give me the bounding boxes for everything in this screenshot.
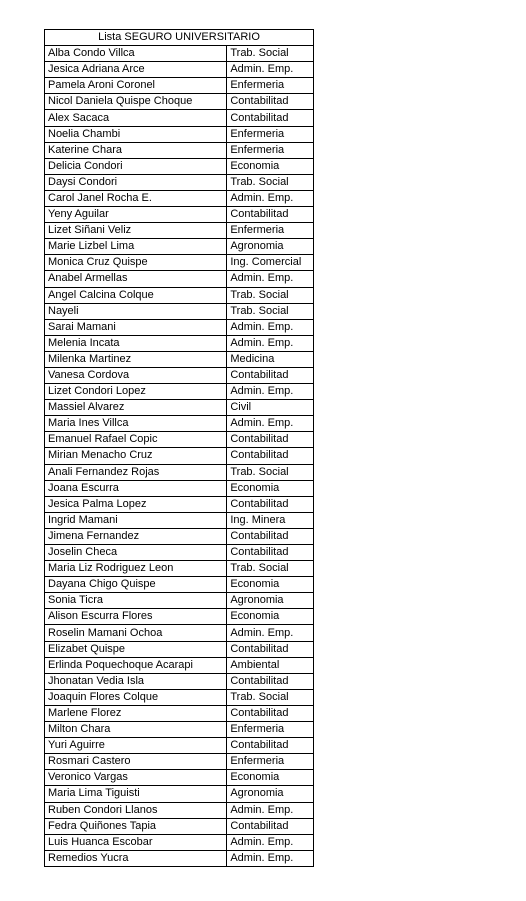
table-row — [45, 561, 314, 577]
student-name-cell: Vanesa Cordova — [45, 367, 227, 383]
student-name-cell: Nayeli — [45, 303, 227, 319]
department-cell: Agronomia — [227, 593, 314, 609]
table-body — [45, 46, 314, 867]
department-cell: Admin. Emp. — [227, 190, 314, 206]
student-name-cell: Veronico Vargas — [45, 770, 227, 786]
table-row — [45, 432, 314, 448]
table-row — [45, 94, 314, 110]
department-cell: Enfermeria — [227, 142, 314, 158]
department-cell: Agronomia — [227, 239, 314, 255]
student-name-cell: Jesica Palma Lopez — [45, 496, 227, 512]
department-cell: Admin. Emp. — [227, 416, 314, 432]
department-cell: Enfermeria — [227, 722, 314, 738]
student-name-cell: Maria Lima Tiguisti — [45, 786, 227, 802]
student-name-cell: Emanuel Rafael Copic — [45, 432, 227, 448]
student-name-cell: Fedra Quiñones Tapia — [45, 818, 227, 834]
table-row — [45, 416, 314, 432]
table-row — [45, 786, 314, 802]
department-cell: Admin. Emp. — [227, 384, 314, 400]
department-cell: Admin. Emp. — [227, 625, 314, 641]
table-row — [45, 802, 314, 818]
student-name-cell: Erlinda Poquechoque Acarapi — [45, 657, 227, 673]
student-name-cell: Ruben Condori Llanos — [45, 802, 227, 818]
table-row — [45, 271, 314, 287]
table-row — [45, 319, 314, 335]
student-name-cell: Carol Janel Rocha E. — [45, 190, 227, 206]
department-cell: Trab. Social — [227, 561, 314, 577]
table-row — [45, 110, 314, 126]
department-cell: Contabilitad — [227, 818, 314, 834]
department-cell: Contabilitad — [227, 705, 314, 721]
table-row — [45, 287, 314, 303]
table-row — [45, 142, 314, 158]
student-name-cell: Remedios Yucra — [45, 850, 227, 866]
table-row — [45, 367, 314, 383]
student-name-cell: Noelia Chambi — [45, 126, 227, 142]
student-name-cell: Delicia Condori — [45, 158, 227, 174]
table-row — [45, 528, 314, 544]
department-cell: Admin. Emp. — [227, 271, 314, 287]
table-row — [45, 448, 314, 464]
department-cell: Ing. Comercial — [227, 255, 314, 271]
table-row — [45, 705, 314, 721]
student-name-cell: Katerine Chara — [45, 142, 227, 158]
table-row — [45, 239, 314, 255]
student-list-table — [44, 29, 314, 867]
student-name-cell: Monica Cruz Quispe — [45, 255, 227, 271]
student-name-cell: Mirian Menacho Cruz — [45, 448, 227, 464]
student-name-cell: Dayana Chigo Quispe — [45, 577, 227, 593]
table-title: Lista SEGURO UNIVERSITARIO — [45, 30, 314, 46]
table-row — [45, 625, 314, 641]
student-name-cell: Sonia Ticra — [45, 593, 227, 609]
table-row — [45, 335, 314, 351]
student-name-cell: Marie Lizbel Lima — [45, 239, 227, 255]
department-cell: Admin. Emp. — [227, 834, 314, 850]
student-name-cell: Nicol Daniela Quispe Choque — [45, 94, 227, 110]
table-row — [45, 303, 314, 319]
table-row — [45, 190, 314, 206]
table-row — [45, 46, 314, 62]
table-row — [45, 593, 314, 609]
department-cell: Admin. Emp. — [227, 62, 314, 78]
student-name-cell: Luis Huanca Escobar — [45, 834, 227, 850]
department-cell: Enfermeria — [227, 223, 314, 239]
student-name-cell: Anabel Armellas — [45, 271, 227, 287]
department-cell: Economia — [227, 577, 314, 593]
department-cell: Trab. Social — [227, 303, 314, 319]
table-row — [45, 496, 314, 512]
student-name-cell: Daysi Condori — [45, 174, 227, 190]
student-name-cell: Melenia Incata — [45, 335, 227, 351]
student-name-cell: Lizet Condori Lopez — [45, 384, 227, 400]
student-name-cell: Jhonatan Vedia Isla — [45, 673, 227, 689]
table-row — [45, 78, 314, 94]
table-row — [45, 641, 314, 657]
table-row — [45, 818, 314, 834]
department-cell: Trab. Social — [227, 287, 314, 303]
student-name-cell: Ingrid Mamani — [45, 512, 227, 528]
department-cell: Contabilitad — [227, 673, 314, 689]
department-cell: Admin. Emp. — [227, 319, 314, 335]
student-name-cell: Marlene Florez — [45, 705, 227, 721]
department-cell: Contabilitad — [227, 496, 314, 512]
student-name-cell: Milton Chara — [45, 722, 227, 738]
table-row — [45, 512, 314, 528]
department-cell: Trab. Social — [227, 464, 314, 480]
table-row — [45, 174, 314, 190]
table-row — [45, 255, 314, 271]
student-name-cell: Yuri Aguirre — [45, 738, 227, 754]
table-title-row — [45, 30, 314, 46]
student-name-cell: Yeny Aguilar — [45, 207, 227, 223]
table-row — [45, 738, 314, 754]
department-cell: Contabilitad — [227, 528, 314, 544]
department-cell: Ing. Minera — [227, 512, 314, 528]
student-name-cell: Joaquin Flores Colque — [45, 689, 227, 705]
department-cell: Contabilitad — [227, 432, 314, 448]
student-name-cell: Lizet Siñani Veliz — [45, 223, 227, 239]
department-cell: Contabilitad — [227, 110, 314, 126]
student-name-cell: Rosmari Castero — [45, 754, 227, 770]
department-cell: Contabilitad — [227, 207, 314, 223]
table-row — [45, 609, 314, 625]
table-row — [45, 62, 314, 78]
table-row — [45, 351, 314, 367]
table-row — [45, 834, 314, 850]
department-cell: Contabilitad — [227, 94, 314, 110]
department-cell: Economia — [227, 770, 314, 786]
student-name-cell: Elizabet Quispe — [45, 641, 227, 657]
student-name-cell: Jimena Fernandez — [45, 528, 227, 544]
student-name-cell: Maria Ines Villca — [45, 416, 227, 432]
student-name-cell: Milenka Martinez — [45, 351, 227, 367]
student-name-cell: Massiel Alvarez — [45, 400, 227, 416]
department-cell: Contabilitad — [227, 367, 314, 383]
student-name-cell: Jesica Adriana Arce — [45, 62, 227, 78]
student-name-cell: Roselin Mamani Ochoa — [45, 625, 227, 641]
department-cell: Civil — [227, 400, 314, 416]
table-row — [45, 480, 314, 496]
table-row — [45, 770, 314, 786]
department-cell: Admin. Emp. — [227, 850, 314, 866]
department-cell: Economia — [227, 609, 314, 625]
department-cell: Trab. Social — [227, 689, 314, 705]
department-cell: Enfermeria — [227, 126, 314, 142]
student-name-cell: Alba Condo Villca — [45, 46, 227, 62]
table-row — [45, 657, 314, 673]
student-name-cell: Joana Escurra — [45, 480, 227, 496]
student-name-cell: Angel Calcina Colque — [45, 287, 227, 303]
department-cell: Trab. Social — [227, 46, 314, 62]
table-row — [45, 577, 314, 593]
table-row — [45, 673, 314, 689]
department-cell: Admin. Emp. — [227, 802, 314, 818]
department-cell: Enfermeria — [227, 754, 314, 770]
department-cell: Economia — [227, 480, 314, 496]
student-name-cell: Anali Fernandez Rojas — [45, 464, 227, 480]
student-name-cell: Alison Escurra Flores — [45, 609, 227, 625]
department-cell: Trab. Social — [227, 174, 314, 190]
student-name-cell: Sarai Mamani — [45, 319, 227, 335]
student-name-cell: Alex Sacaca — [45, 110, 227, 126]
student-name-cell: Maria Liz Rodriguez Leon — [45, 561, 227, 577]
table-row — [45, 545, 314, 561]
table-row — [45, 158, 314, 174]
department-cell: Ambiental — [227, 657, 314, 673]
student-name-cell: Pamela Aroni Coronel — [45, 78, 227, 94]
table-row — [45, 464, 314, 480]
department-cell: Agronomia — [227, 786, 314, 802]
student-name-cell: Joselin Checa — [45, 545, 227, 561]
table-row — [45, 754, 314, 770]
table-row — [45, 126, 314, 142]
department-cell: Contabilitad — [227, 545, 314, 561]
department-cell: Contabilitad — [227, 448, 314, 464]
department-cell: Contabilitad — [227, 641, 314, 657]
department-cell: Contabilitad — [227, 738, 314, 754]
table-row — [45, 223, 314, 239]
table-row — [45, 722, 314, 738]
department-cell: Medicina — [227, 351, 314, 367]
table-row — [45, 384, 314, 400]
department-cell: Admin. Emp. — [227, 335, 314, 351]
department-cell: Economia — [227, 158, 314, 174]
department-cell: Enfermeria — [227, 78, 314, 94]
table-row — [45, 207, 314, 223]
table-row — [45, 850, 314, 866]
table-row — [45, 689, 314, 705]
table-row — [45, 400, 314, 416]
